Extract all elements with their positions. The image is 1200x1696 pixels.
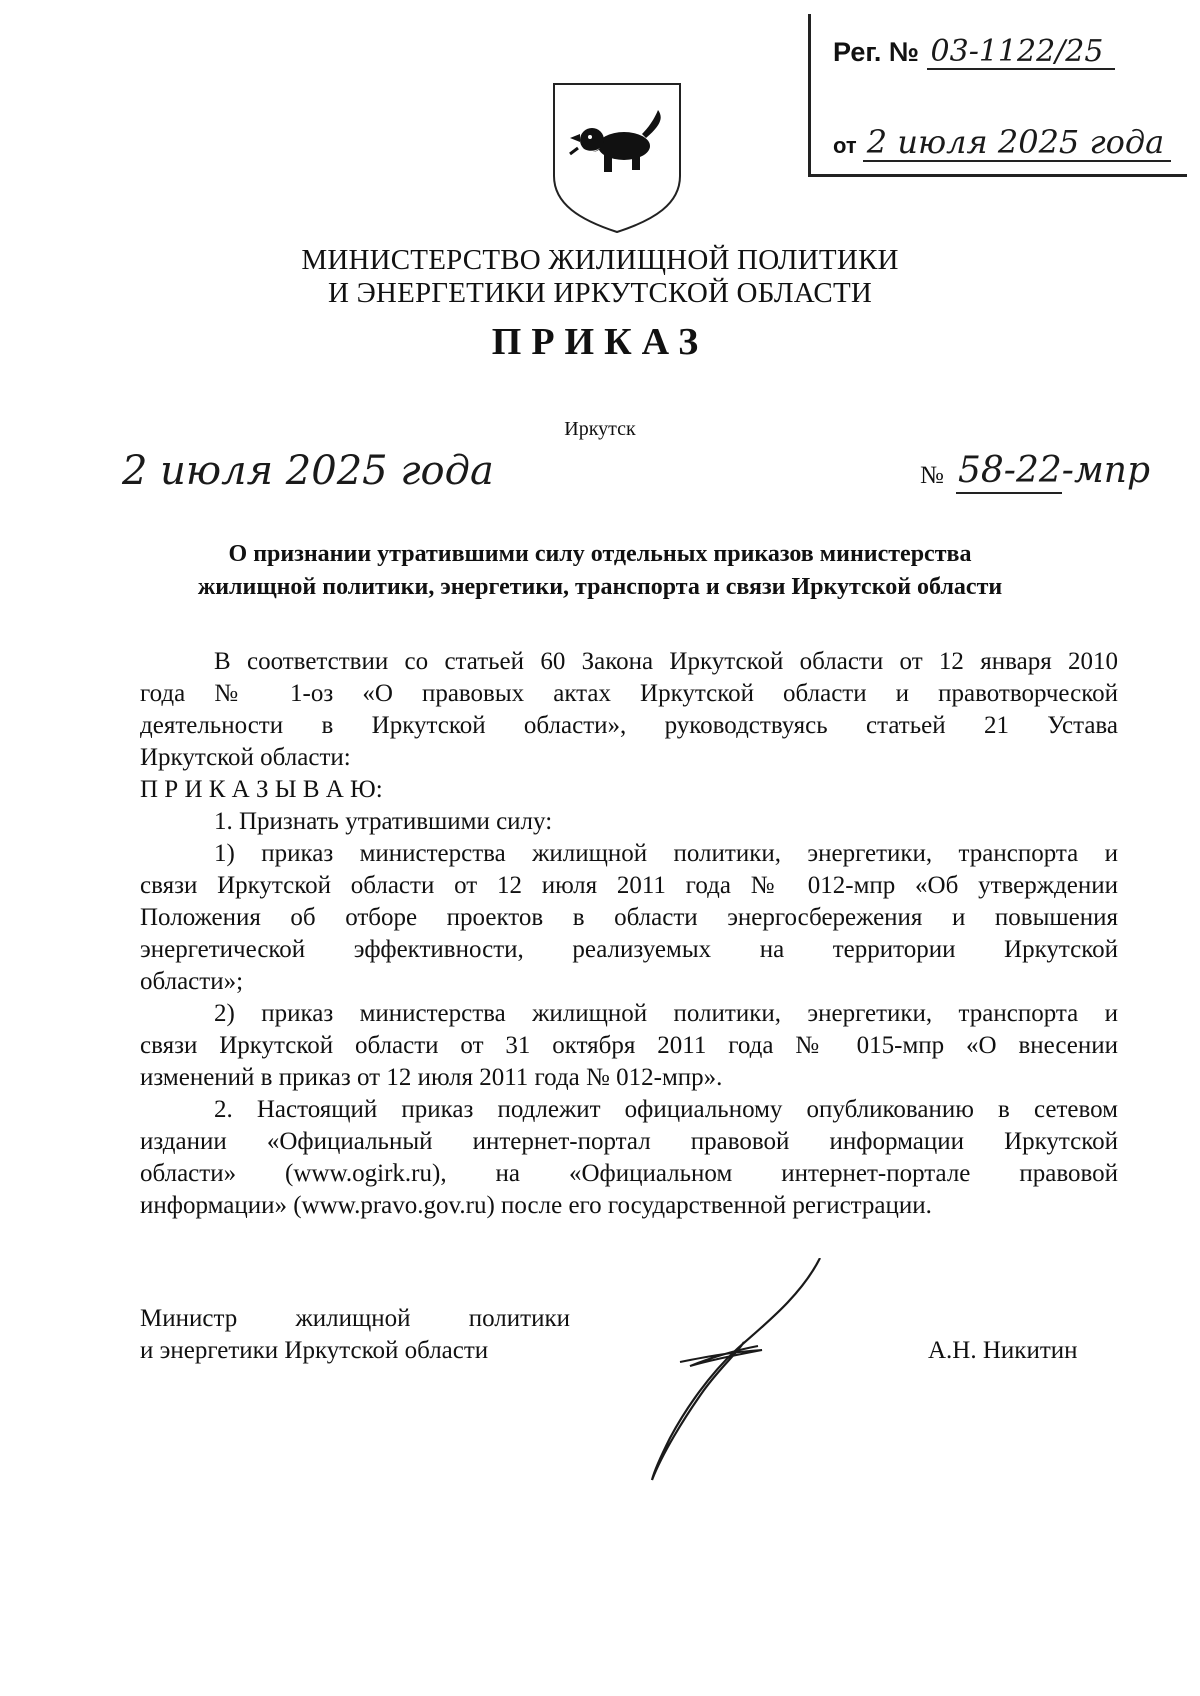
reg-date-handwritten: 2 июля 2025 года xyxy=(863,126,1171,162)
body-line: В соответствии со статьей 60 Закона Иркутской области от 12 января 2010 xyxy=(214,648,1118,675)
body-line: деятельности в Иркутской области», руководствуясь статьей 21 Устава xyxy=(140,712,1118,739)
body-line: 2) приказ министерства жилищной политики, энергетики, транспорта и xyxy=(214,1000,1118,1027)
body-line: изменений в приказ от 12 июля 2011 года № 012-мпр». xyxy=(140,1064,723,1091)
body-line: года № 1-оз «О правовых актах Иркутской области и правотворческой xyxy=(140,680,1118,707)
order-number-handwritten: 58-22-мпр xyxy=(958,450,1151,491)
registration-stamp xyxy=(808,14,1187,177)
body-line: информации» (www.pravo.gov.ru) после его государственной регистрации. xyxy=(140,1192,932,1219)
body-line: издании «Официальный интернет-портал правовой информации Иркутской xyxy=(140,1128,1118,1155)
registration-date-line xyxy=(833,123,1171,162)
body-line: Положения об отборе проектов в области энергосбережения и повышения xyxy=(140,904,1118,931)
body-line: 2. Настоящий приказ подлежит официальному опубликованию в сетевом xyxy=(214,1096,1118,1123)
irkutsk-coat-of-arms-icon xyxy=(550,80,684,238)
body-line: энергетической эффективности, реализуемых на территории Иркутской xyxy=(140,936,1118,963)
order-title-line-1: О признании утратившими силу отдельных приказов министерства xyxy=(228,541,972,567)
signer-position-line-1: Министр жилищной политики xyxy=(140,1305,570,1332)
body-line: связи Иркутской области от 31 октября 2011 года № 015-мпр «О внесении xyxy=(140,1032,1118,1059)
body-line: 1. Признать утратившими силу: xyxy=(214,808,553,835)
order-number-prefix: № xyxy=(920,462,944,489)
document-type-title: ПРИКАЗ xyxy=(491,321,709,363)
body-line: связи Иркутской области от 12 июля 2011 года № 012-мпр «Об утверждении xyxy=(140,872,1118,899)
order-date-handwritten: 2 июля 2025 года xyxy=(122,448,494,494)
body-line: 1) приказ министерства жилищной политики, энергетики, транспорта и xyxy=(214,840,1118,867)
reg-label: Рег. № xyxy=(833,37,919,67)
signer-name: А.Н. Никитин xyxy=(928,1337,1078,1364)
reg-date-label: от xyxy=(833,133,857,158)
order-title-line-2: жилищной политики, энергетики, транспорта и связи Иркутской области xyxy=(197,574,1003,600)
handwritten-signature xyxy=(640,1258,840,1498)
body-line: области»; xyxy=(140,968,244,995)
order-directive: П Р И К А З Ы В А Ю: xyxy=(140,776,383,803)
registration-number-line xyxy=(833,36,1115,70)
order-number-underline xyxy=(956,492,1062,494)
ministry-name-line-1: МИНИСТЕРСТВО ЖИЛИЩНОЙ ПОЛИТИКИ xyxy=(301,244,899,276)
body-line: области» (www.ogirk.ru), на «Официальном интернет-портале правовой xyxy=(140,1160,1118,1187)
signer-position-line-2: и энергетики Иркутской области xyxy=(140,1337,489,1364)
city-name: Иркутск xyxy=(564,418,636,440)
ministry-name-line-2: И ЭНЕРГЕТИКИ ИРКУТСКОЙ ОБЛАСТИ xyxy=(327,277,872,309)
reg-number-handwritten: 03-1122/25 xyxy=(927,36,1115,70)
body-line: Иркутской области: xyxy=(140,744,351,771)
